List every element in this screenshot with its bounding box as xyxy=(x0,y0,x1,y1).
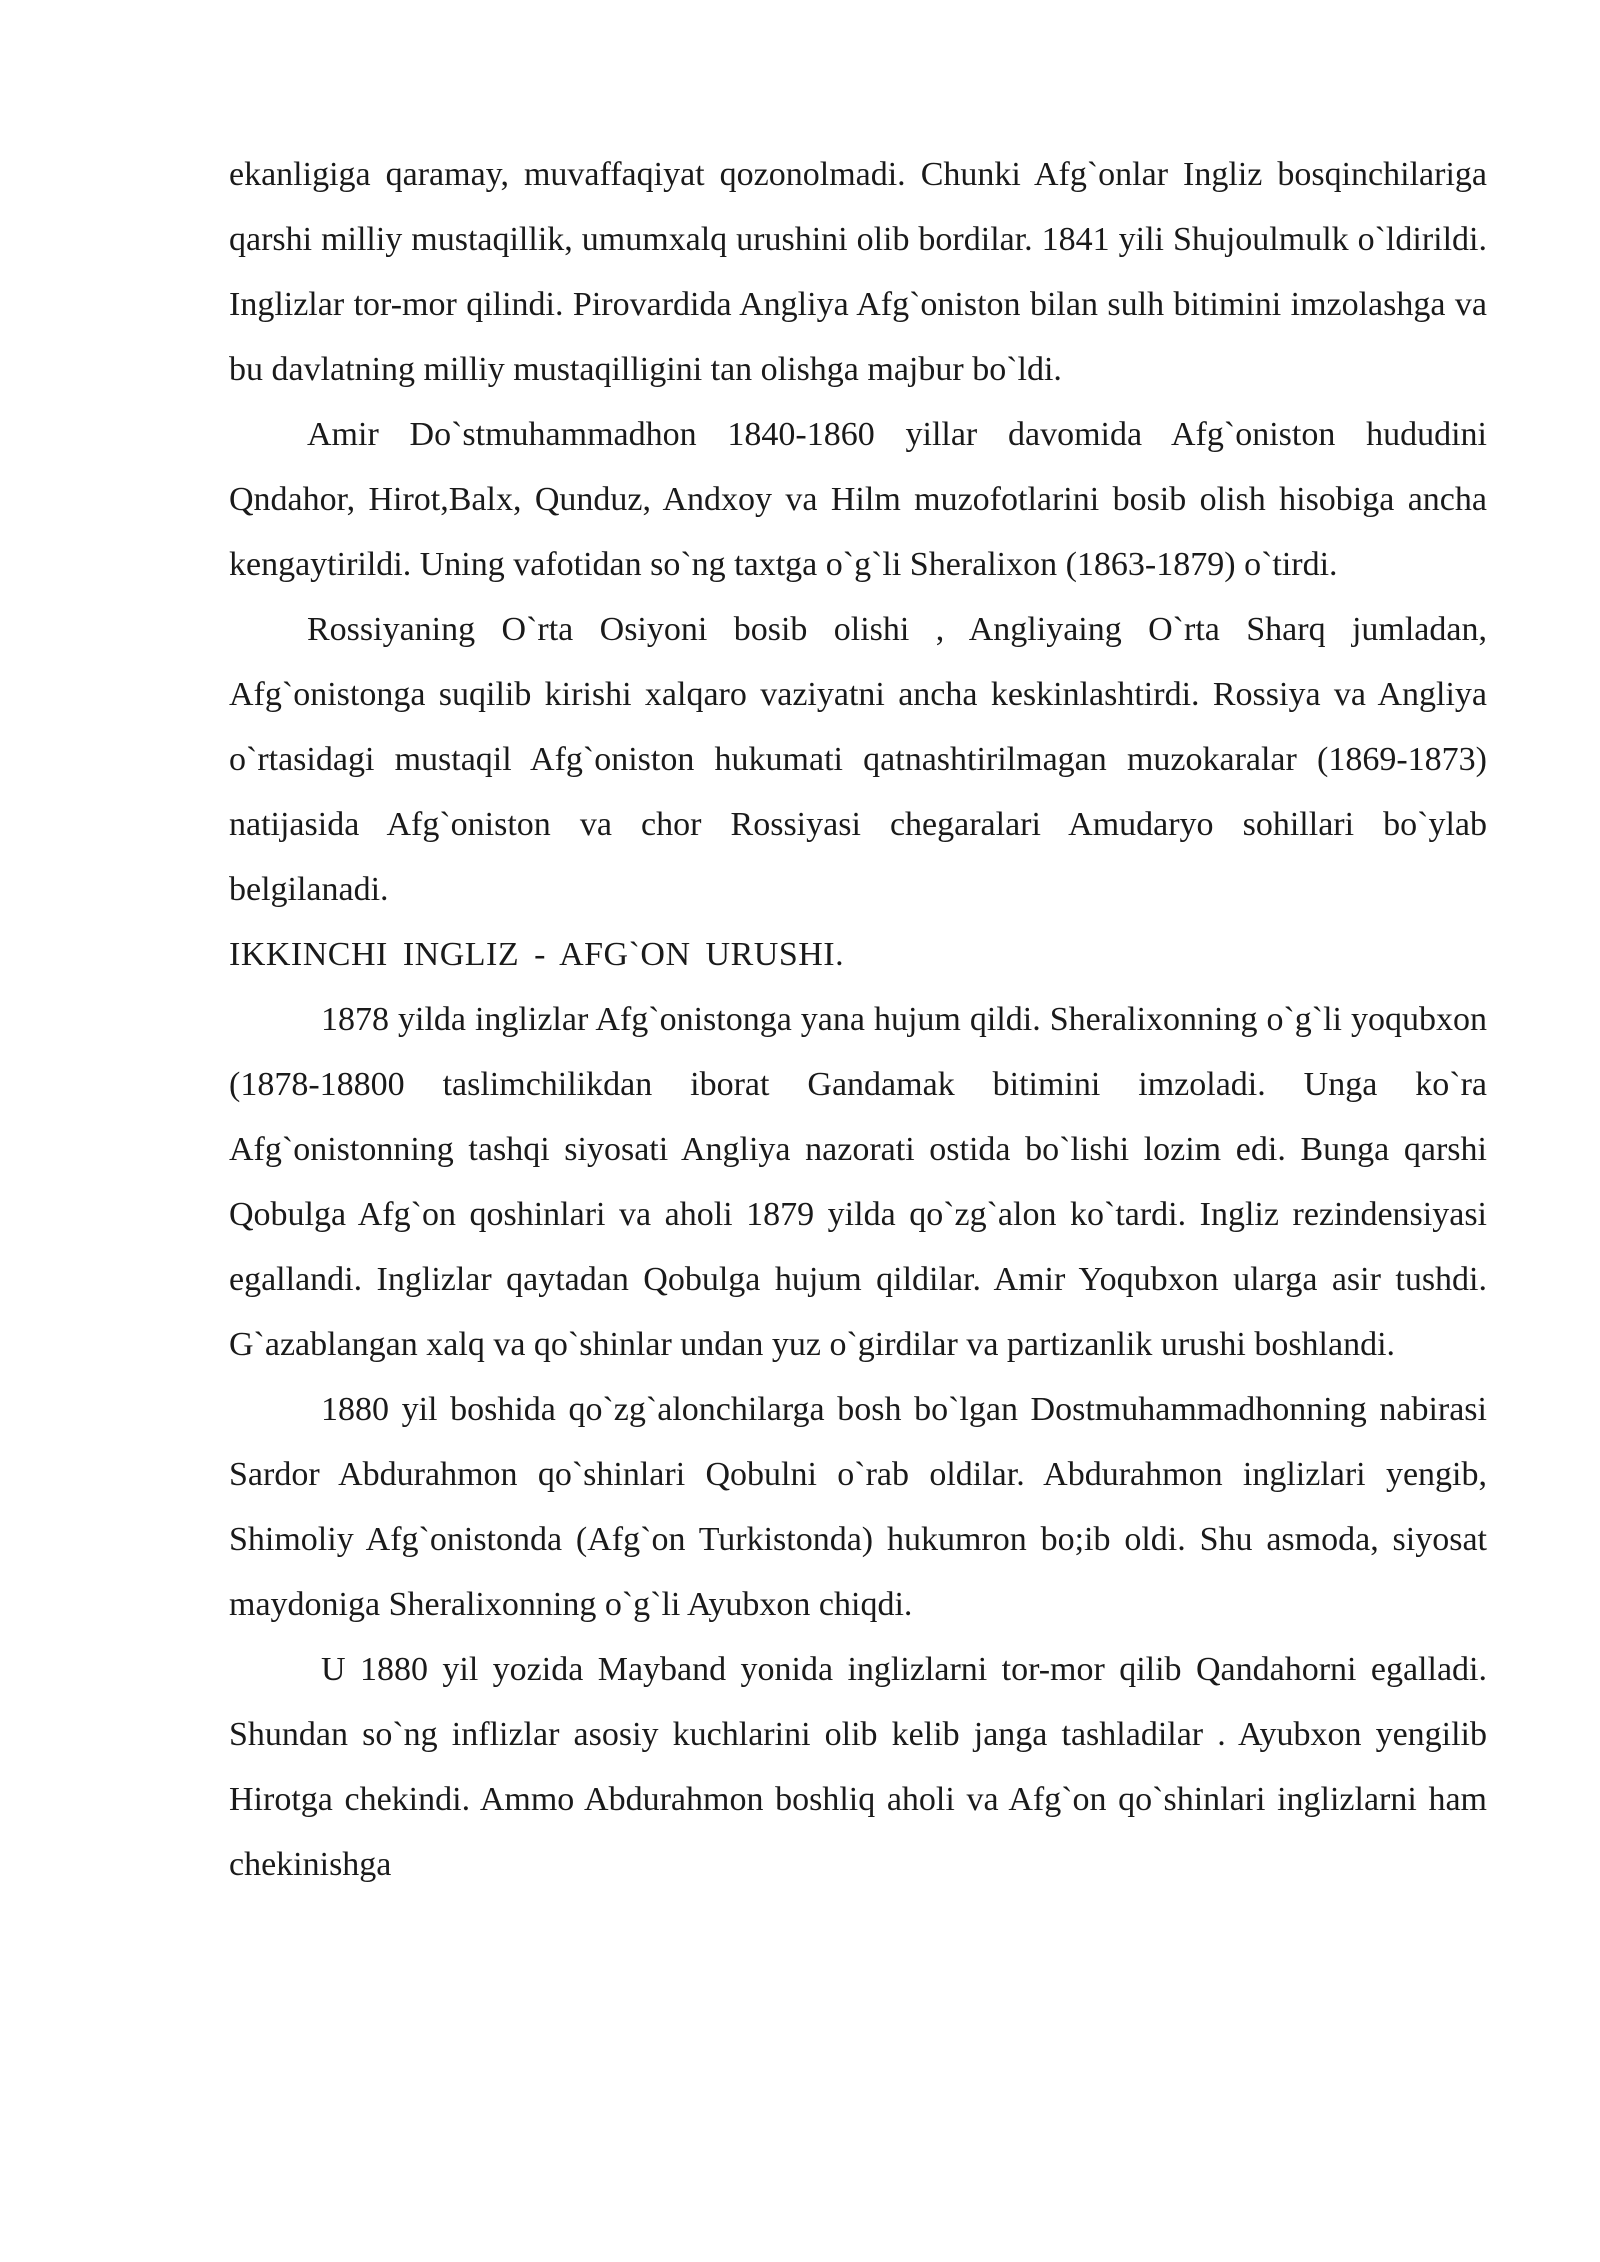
paragraph-3: Rossiyaning O`rta Osiyoni bosib olishi , Angliyaing O`rta Sharq jumladan, Afg`onistonga suqilib kirishi xalqaro vaziyatni ancha keskinlashtirdi. Rossiya va Angliya o`rtasidagi mustaqil Afg`oniston hukumati qatnashtirilmagan muzokaralar (1869-1873) natijasida Afg`oniston va chor Rossiyasi chegaralari Amudaryo sohillari bo`ylab belgilanadi. xyxy=(229,611,1487,908)
section-heading: IKKINCHI INGLIZ - AFG`ON URUSHI. xyxy=(229,936,845,973)
paragraph-4: 1878 yilda inglizlar Afg`onistonga yana hujum qildi. Sheralixonning o`g`li yoqubxon (1878-18800 taslimchilikdan iborat Gandamak bitimini imzoladi. Unga ko`ra Afg`onistonning tashqi siyosati Angliya nazorati ostida bo`lishi lozim edi. Bunga qarshi Qobulga Afg`on qoshinlari va aholi 1879 yilda qo`zg`alon ko`tardi. Ingliz rezindensiyasi egallandi. Inglizlar qaytadan Qobulga hujum qildilar. Amir Yoqubxon ularga asir tushdi. G`azablangan xalq va qo`shinlar undan yuz o`girdilar va partizanlik urushi boshlandi. xyxy=(229,1001,1487,1363)
paragraph-6: U 1880 yil yozida Mayband yonida inglizlarni tor-mor qilib Qandahorni egalladi. Shundan so`ng inflizlar asosiy kuchlarini olib kelib janga tashladilar . Ayubxon yengilib Hirotga chekindi. Ammo Abdurahmon boshliq aholi va Afg`on qo`shinlari inglizlarni ham chekinishga xyxy=(229,1651,1487,1883)
paragraph-2: Amir Do`stmuhammadhon 1840-1860 yillar davomida Afg`oniston hududini Qndahor, Hirot,Balx, Qunduz, Andxoy va Hilm muzofotlarini bosib olish hisobiga ancha kengaytirildi. Uning vafotidan so`ng taxtga o`g`li Sheralixon (1863-1879) o`tirdi. xyxy=(229,416,1487,583)
paragraph-5: 1880 yil boshida qo`zg`alonchilarga bosh bo`lgan Dostmuhammadhonning nabirasi Sardor Abdurahmon qo`shinlari Qobulni o`rab oldilar. Abdurahmon inglizlari yengib, Shimoliy Afg`onistonda (Afg`on Turkistonda) hukumron bo;ib oldi. Shu asmoda, siyosat maydoniga Sheralixonning o`g`li Ayubxon chiqdi. xyxy=(229,1391,1487,1623)
document-page xyxy=(229,142,1487,1897)
paragraph-1: ekanligiga qaramay, muvaffaqiyat qozonolmadi. Chunki Afg`onlar Ingliz bosqinchilariga qarshi milliy mustaqillik, umumxalq urushini olib bordilar. 1841 yili Shujoulmulk o`ldirildi. Inglizlar tor-mor qilindi. Pirovardida Angliya Afg`oniston bilan sulh bitimini imzolashga va bu davlatning milliy mustaqilligini tan olishga majbur bo`ldi. xyxy=(229,156,1487,388)
